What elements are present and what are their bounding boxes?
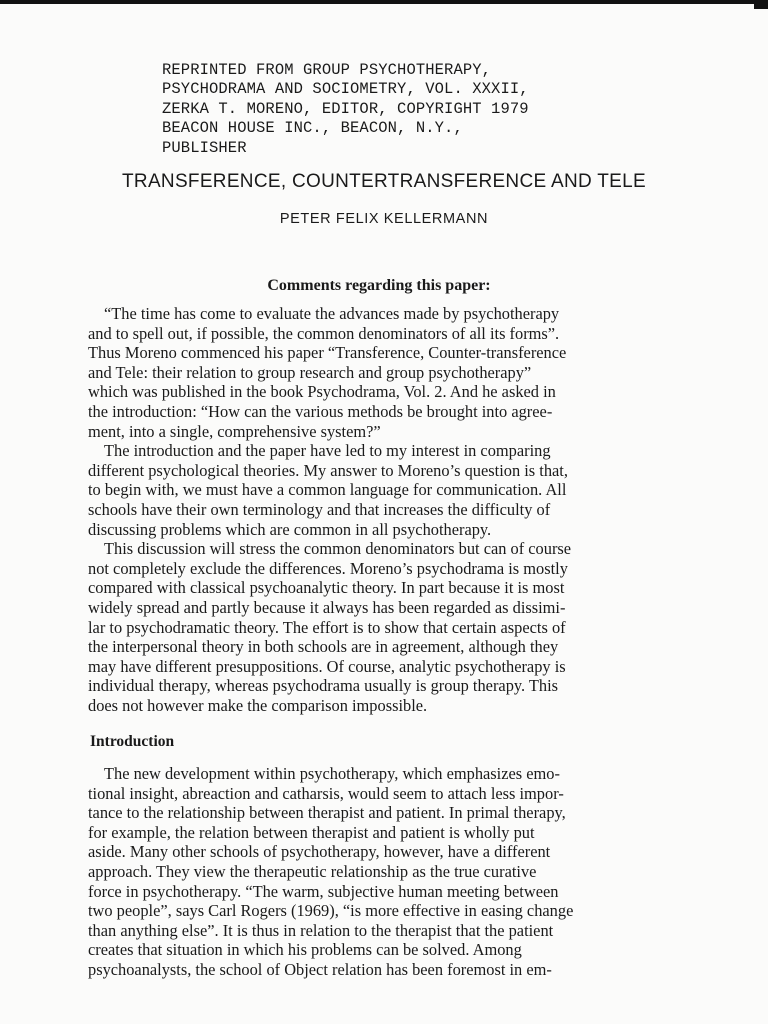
text-line: lar to psychodramatic theory. The effort is to show that certain aspects of: [88, 617, 566, 637]
text-line: the introduction: “How can the various methods be brought into agree-: [88, 401, 553, 421]
text-line: not completely exclude the differences. Moreno’s psychodrama is mostly: [88, 558, 568, 578]
reprint-line: REPRINTED FROM GROUP PSYCHOTHERAPY,: [162, 61, 492, 79]
text-line: does not however make the comparison impossible.: [88, 695, 428, 715]
text-line: two people”, says Carl Rogers (1969), “is more effective in easing change: [88, 901, 574, 921]
text-line: creates that situation in which his problems can be solved. Among: [88, 940, 522, 960]
text-line: schools have their own terminology and that increases the difficulty of: [88, 499, 551, 519]
paper-author: PETER FELIX KELLERMANN: [279, 211, 489, 227]
text-line: discussing problems which are common in all psychotherapy.: [88, 519, 492, 539]
reprint-line: BEACON HOUSE INC., BEACON, N.Y.,: [162, 119, 463, 138]
text-line: approach. They view the therapeutic relationship as the true curative: [88, 861, 537, 881]
text-line: The new development within psychotherapy, which emphasizes emo-: [104, 764, 560, 783]
text-line: force in psychotherapy. “The warm, subjective human meeting between: [88, 881, 559, 901]
text-line: the interpersonal theory in both schools are in agreement, although they: [88, 637, 559, 657]
text-line: and Tele: their relation to group research and group psychotherapy”: [88, 362, 532, 382]
text-line: different psychological theories. My answer to Moreno’s question is that,: [88, 460, 568, 480]
text-line: which was published in the book Psychodrama, Vol. 2. And he asked in: [88, 382, 556, 402]
introduction-body: [88, 764, 676, 980]
text-line: Thus Moreno commenced his paper “Transference, Counter-transference: [88, 343, 567, 363]
text-line: tance to the relationship between therapist and patient. In primal therapy,: [88, 803, 566, 823]
text-line: may have different presuppositions. Of course, analytic psychotherapy is: [88, 656, 566, 676]
top-page-rule: [0, 0, 768, 4]
text-line: than anything else”. It is thus in relation to the therapist that the patient: [88, 920, 554, 940]
reprint-notice: [162, 61, 682, 158]
text-line: and to spell out, if possible, the common denominators of all its forms”.: [88, 323, 560, 343]
top-page-rule-tick: [754, 0, 768, 9]
text-line: widely spread and partly because it always has been regarded as dissimi-: [88, 597, 566, 617]
paper-title: TRANSFERENCE, COUNTERTRANSFERENCE AND TELE: [122, 171, 646, 192]
introduction-heading: Introduction: [90, 733, 175, 750]
text-line: psychoanalysts, the school of Object relation has been foremost in em-: [88, 959, 552, 979]
reprint-line: ZERKA T. MORENO, EDITOR, COPYRIGHT 1979: [162, 99, 529, 118]
text-line: aside. Many other schools of psychotherapy, however, have a different: [88, 842, 551, 862]
comments-body: [88, 304, 676, 715]
comments-heading: Comments regarding this paper:: [267, 277, 491, 294]
reprint-line: PSYCHODRAMA AND SOCIOMETRY, VOL. XXXII,: [162, 80, 529, 99]
text-line: individual therapy, whereas psychodrama usually is group therapy. This: [88, 676, 559, 696]
reprint-line: PUBLISHER: [162, 138, 247, 157]
text-line: compared with classical psychoanalytic theory. In part because it is most: [88, 578, 565, 598]
text-line: This discussion will stress the common denominators but can of course: [104, 539, 572, 559]
text-line: for example, the relation between therapist and patient is wholly put: [88, 822, 535, 842]
text-line: tional insight, abreaction and catharsis, would seem to attach less impor-: [88, 783, 564, 803]
text-line: ment, into a single, comprehensive system?”: [88, 421, 381, 441]
text-line: “The time has come to evaluate the advances made by psychotherapy: [104, 304, 560, 323]
text-line: to begin with, we must have a common language for communication. All: [88, 480, 567, 500]
text-line: The introduction and the paper have led to my interest in comparing: [104, 441, 551, 461]
